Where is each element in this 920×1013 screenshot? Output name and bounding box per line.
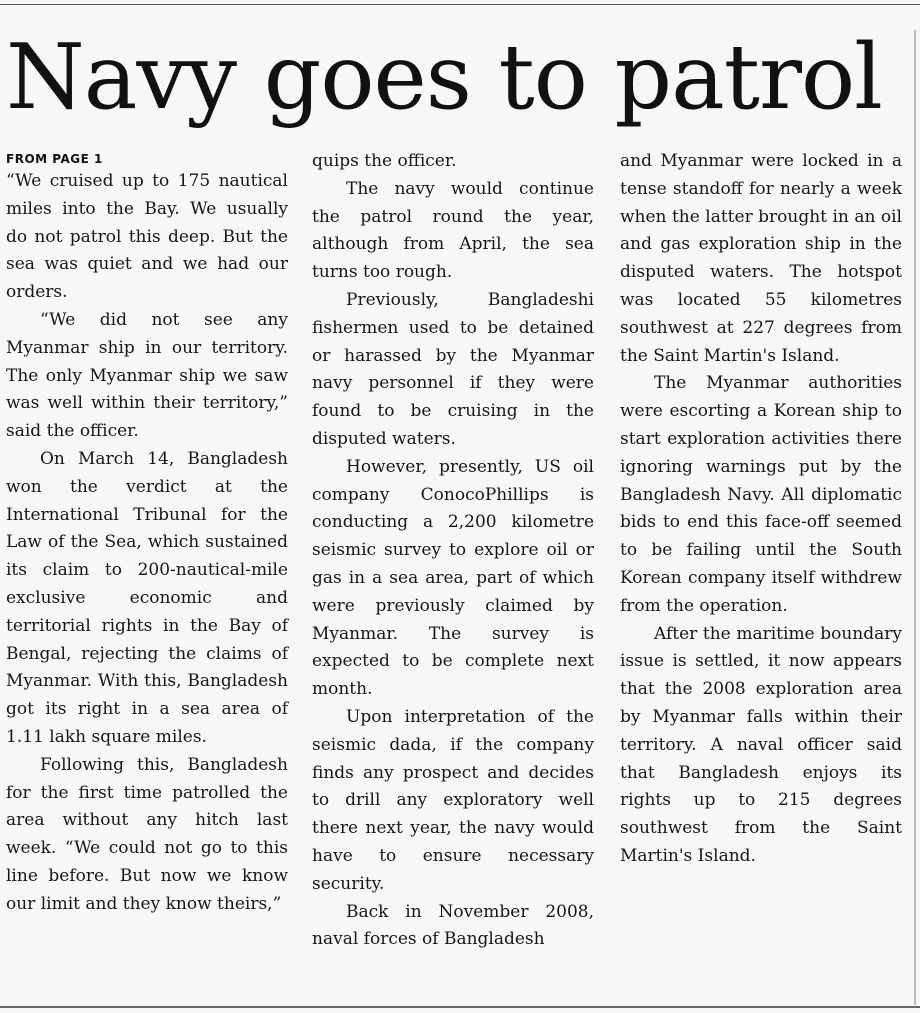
paragraph: “We did not see any Myanmar ship in our territory. The only Myanmar ship we saw was well within their territory,” said the officer. (6, 309, 288, 442)
right-edge-rule (914, 30, 916, 1005)
headline: Navy goes to patrol (6, 25, 882, 130)
top-rule (0, 4, 920, 5)
paragraph: Following this, Bangladesh for the first time patrolled the area without any hitch last week. “We could not go to this line before. But now we know our limit and they know theirs,” (6, 754, 288, 914)
paragraph: Previously, Bangladeshi fishermen used to be detained or harassed by the Myanmar navy personnel if they were found to be cruising in the disputed waters. (312, 289, 594, 449)
kicker: FROM PAGE 1 (6, 152, 103, 166)
paragraph: quips the officer. (312, 151, 457, 171)
paragraph: The navy would continue the patrol round the year, although from April, the sea turns too rough. (312, 178, 594, 283)
paragraph: However, presently, US oil company ConocoPhillips is conducting a 2,200 kilometre seismic survey to explore oil or gas in a sea area, part of which were previously claimed by Myanmar. The survey is expected to be complete next month. (312, 456, 594, 700)
paragraph: Upon interpretation of the seismic dada, if the company finds any prospect and decides to drill any exploratory well there next year, the navy would have to ensure necessary security. (312, 706, 594, 894)
article-column-3 (620, 148, 902, 871)
paragraph: “We cruised up to 175 nautical miles into the Bay. We usually do not patrol this deep. But the sea was quiet and we had our orders. (6, 171, 288, 303)
paragraph: After the maritime boundary issue is settled, it now appears that the 2008 exploration area by Myanmar falls within their territory. A naval officer said that Bangladesh enjoys its rights up to 215 degrees southwest from the Saint Martin's Island. (620, 623, 902, 866)
bottom-rule (0, 1006, 920, 1008)
paragraph: Back in November 2008, naval forces of Bangladesh (312, 901, 594, 950)
paragraph: On March 14, Bangladesh won the verdict at the International Tribunal for the Law of the Sea, which sustained its claim to 200-nautical-mile exclusive economic and territorial rights in the Bay of Bengal, rejecting the claims of Myanmar. With this, Bangladesh got its right in a sea area of 1.11 lakh square miles. (6, 448, 288, 747)
paragraph: The Myanmar authorities were escorting a Korean ship to start exploration activities there ignoring warnings put by the Bangladesh Navy. All diplomatic bids to end this face-off seemed to be failing until the South Korean company itself withdrew from the operation. (620, 373, 902, 616)
article-column-2 (312, 148, 594, 954)
article-column-1 (6, 150, 288, 919)
paragraph: and Myanmar were locked in a tense standoff for nearly a week when the latter brought in an oil and gas exploration ship in the disputed waters. The hotspot was located 55 kilometres southwest at 227 degrees from the Saint Martin's Island. (620, 151, 902, 366)
